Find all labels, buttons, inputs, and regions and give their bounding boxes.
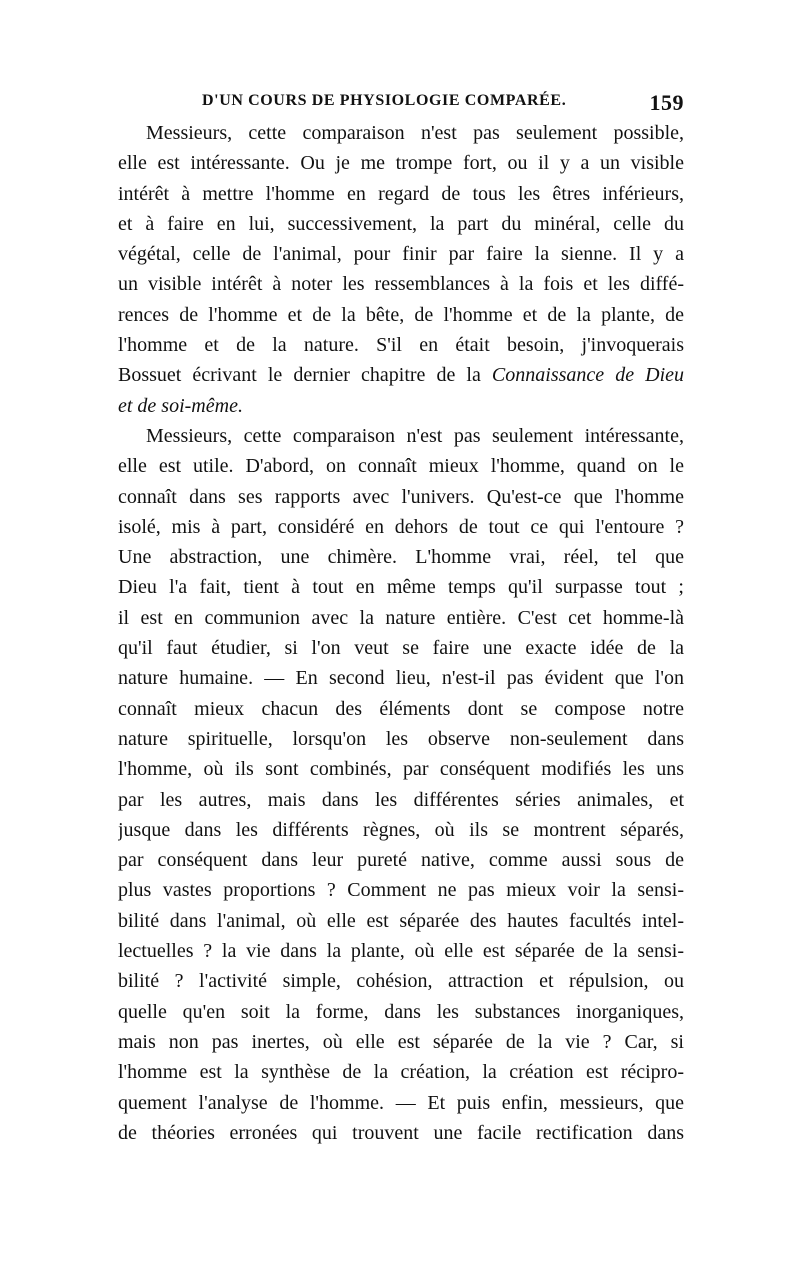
text-line: quement l'analyse de l'homme. — Et puis enfin, messieurs, que	[118, 1091, 684, 1114]
text-line: Dieu l'a fait, tient à tout en même temps qu'il surpasse tout ;	[118, 576, 684, 599]
text-line: l'homme et de la nature. S'il en était besoin, j'invoquerais	[118, 334, 684, 357]
text-line: isolé, mis à part, considéré en dehors de tout ce qui l'entoure ?	[118, 515, 684, 538]
text-line: elle est utile. D'abord, on connaît mieux l'homme, quand on le	[118, 455, 684, 478]
text-line: il est en communion avec la nature entière. C'est cet homme-là	[118, 606, 684, 629]
text-fragment: Bossuet écrivant le dernier chapitre de la	[118, 364, 481, 387]
page-number: 159	[649, 90, 684, 115]
text-line: végétal, celle de l'animal, pour finir par faire la sienne. Il y a	[118, 243, 684, 266]
text-line: connaît mieux chacun des éléments dont se compose notre	[118, 697, 684, 720]
text-line: Messieurs, cette comparaison n'est pas seulement intéressante,	[146, 424, 684, 447]
text-line: de théories erronées qui trouvent une facile rectification dans	[118, 1121, 684, 1144]
text-line: Messieurs, cette comparaison n'est pas seulement possible,	[146, 122, 684, 144]
text-line: bilité ? l'activité simple, cohésion, attraction et répulsion, ou	[118, 970, 684, 993]
text-line: l'homme est la synthèse de la création, la création est récipro-	[118, 1061, 684, 1084]
text-line: et de soi-même.	[118, 394, 243, 417]
text-line: rences de l'homme et de la bête, de l'homme et de la plante, de	[118, 303, 684, 326]
text-line: quelle qu'en soit la forme, dans les substances inorganiques,	[118, 1000, 684, 1023]
text-line: intérêt à mettre l'homme en regard de tous les êtres inférieurs,	[118, 182, 684, 205]
running-title: D'UN COURS DE PHYSIOLOGIE COMPARÉE.	[202, 92, 567, 109]
text-line: connaît dans ses rapports avec l'univers. Qu'est-ce que l'homme	[118, 485, 684, 508]
text-line: bilité dans l'animal, où elle est séparée des hautes facultés intel-	[118, 909, 684, 932]
text-line: plus vastes proportions ? Comment ne pas mieux voir la sensi-	[118, 879, 684, 902]
text-line-with-title	[118, 360, 684, 390]
text-line: nature spirituelle, lorsqu'on les observe non-seulement dans	[118, 727, 684, 750]
text-line: par les autres, mais dans les différentes séries animales, et	[118, 788, 684, 811]
text-line: Une abstraction, une chimère. L'homme vrai, réel, tel que	[118, 546, 684, 569]
text-line: mais non pas inertes, où elle est séparée de la vie ? Car, si	[118, 1030, 684, 1053]
text-line: jusque dans les différents règnes, où ils se montrent séparés,	[118, 818, 684, 841]
text-line: l'homme, où ils sont combinés, par conséquent modifiés les uns	[118, 758, 684, 781]
text-line: nature humaine. — En second lieu, n'est-il pas évident que l'on	[118, 667, 684, 690]
text-line: un visible intérêt à noter les ressemblances à la fois et les diffé-	[118, 273, 684, 296]
text-line: lectuelles ? la vie dans la plante, où elle est séparée de la sensi-	[118, 940, 684, 963]
text-line: par conséquent dans leur pureté native, comme aussi sous de	[118, 849, 684, 872]
text-line: qu'il faut étudier, si l'on veut se faire une exacte idée de la	[118, 637, 684, 660]
running-head	[118, 92, 684, 116]
italic-book-title: Connaissance de Dieu	[491, 364, 684, 387]
text-line: elle est intéressante. Ou je me trompe fort, ou il y a un visible	[118, 152, 684, 175]
body-text	[118, 118, 684, 1148]
text-line: et à faire en lui, successivement, la part du minéral, celle du	[118, 212, 684, 235]
